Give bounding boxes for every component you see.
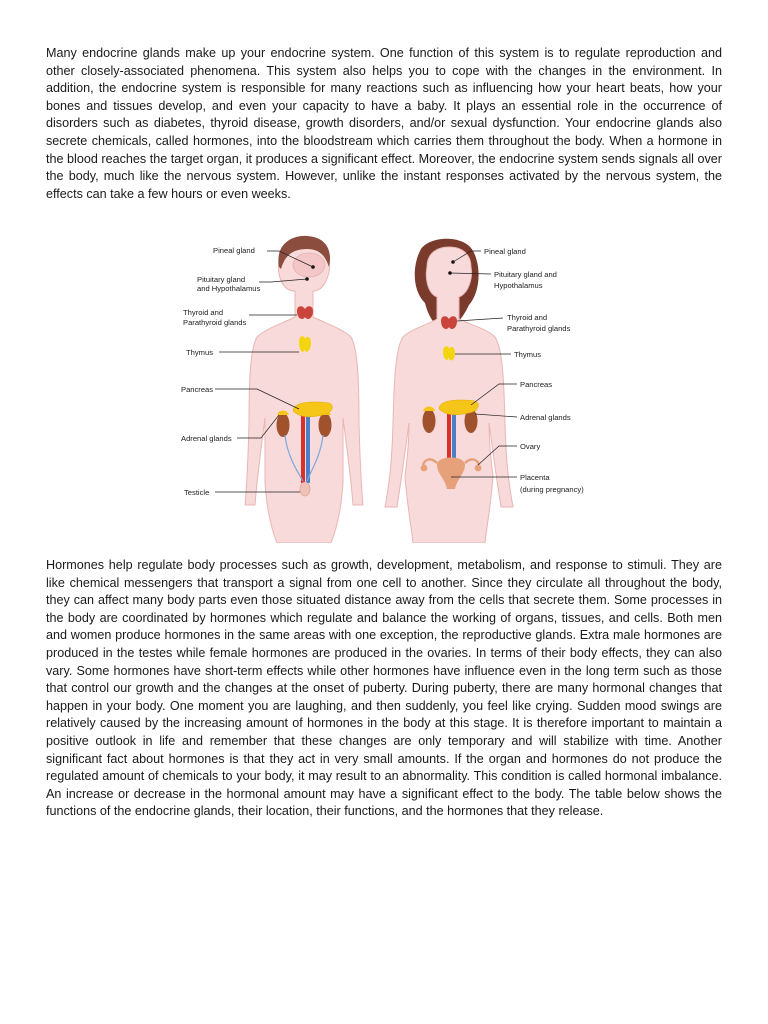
label-female-thymus: Thymus: [514, 350, 542, 359]
label-male-thyroid-1: Thyroid and: [183, 308, 224, 317]
intro-paragraph: Many endocrine glands make up your endocrine system. One function of this system is to regulate reproduction and other closely-associated phenomena. This system also helps you to cope with the changes in the environment. In addition, the endocrine system is responsible for many reactions such as influencing how your heart beats, how your bones and tissues develop, and even your capacity to have a baby. It plays an essential role in the occurrence of disorders such as diabetes, thyroid disease, growth disorders, and/or sexual dysfunction. Your endocrine glands also secrete chemicals, called hormones, into the bloodstream which carries them throughout the body. When a hormone in the blood reaches the target organ, it produces a significant effect. Moreover, the endocrine system sends signals all over the body, much like the nervous system. However, unlike the instant responses activated by the nervous system, the effects can take a few hours or even weeks.: [46, 46, 722, 201]
label-male-testicle: Testicle: [184, 488, 210, 497]
label-male-pancreas: Pancreas: [181, 385, 214, 394]
male-right-kidney: [319, 413, 332, 437]
label-female-pituitary-2: Hypothalamus: [494, 281, 543, 290]
male-body-silhouette: [245, 237, 363, 543]
label-male-thyroid-2: Parathyroid glands: [183, 318, 247, 327]
male-aorta: [301, 409, 305, 483]
label-female-placenta-1: Placenta: [520, 473, 550, 482]
label-female-thyroid-1: Thyroid and: [507, 313, 548, 322]
label-male-thymus: Thymus: [186, 348, 214, 357]
label-female-ovary: Ovary: [520, 442, 541, 451]
female-right-ovary: [475, 465, 482, 472]
label-male-pituitary-2: and Hypothalamus: [197, 284, 261, 293]
female-left-kidney: [423, 409, 436, 433]
male-vena-cava: [306, 409, 310, 483]
female-body-silhouette: [385, 247, 513, 543]
label-male-pituitary-1: Pituitary gland: [197, 275, 246, 284]
male-testicle: [300, 482, 310, 496]
label-female-pineal: Pineal gland: [484, 247, 526, 256]
hormones-paragraph: Hormones help regulate body processes such as growth, development, metabolism, and response to stimuli. They are like chemical messengers that transport a signal from one cell to another. Since they circulate all throughout the body, they can affect many body parts even those situated distance away from the cells that secrete them. Some processes in the body are coordinated by hormones which regulate and balance the working of organs, tissues, and cells. Both men and women produce hormones in the same areas with one exception, the reproductive glands. Extra male hormones are produced in the testes while female hormones are produced in the ovaries. In terms of their body effects, they can also vary. Some hormones have short-term effects while other hormones have influence even in the long term such as those that control our growth and the changes at the onset of puberty. During puberty, there are many hormonal changes that happen in your body. One moment you are laughing, and then suddenly, you feel like crying. Sudden mood swings are relatively caused by the increasing amount of hormones in the body at this stage. It is therefore important to maintain a positive outlook in life and remember that these changes are only temporary and will stabilize with time. Another significant fact about hormones is that they act in very small amounts. If the organ and hormones do not produce the regulated amount of chemicals to your body, it may result to an abnormality. This condition is called hormonal imbalance. An increase or decrease in the hormonal amount may have a significant effect to the body. The table below shows the functions of the endocrine glands, their location, their functions, and the hormones that they release.: [46, 558, 722, 819]
label-female-pancreas: Pancreas: [520, 380, 553, 389]
female-left-ovary: [421, 465, 428, 472]
endocrine-system-diagram: [175, 233, 595, 543]
label-female-placenta-2: (during pregnancy): [520, 485, 584, 494]
label-female-thyroid-2: Parathyroid glands: [507, 324, 571, 333]
male-left-kidney: [277, 413, 290, 437]
label-male-adrenal: Adrenal glands: [181, 434, 232, 443]
label-female-adrenal: Adrenal glands: [520, 413, 571, 422]
label-female-pituitary-1: Pituitary gland and: [494, 270, 557, 279]
label-male-pineal: Pineal gland: [213, 246, 255, 255]
leader-female-thyroid: [457, 318, 503, 321]
